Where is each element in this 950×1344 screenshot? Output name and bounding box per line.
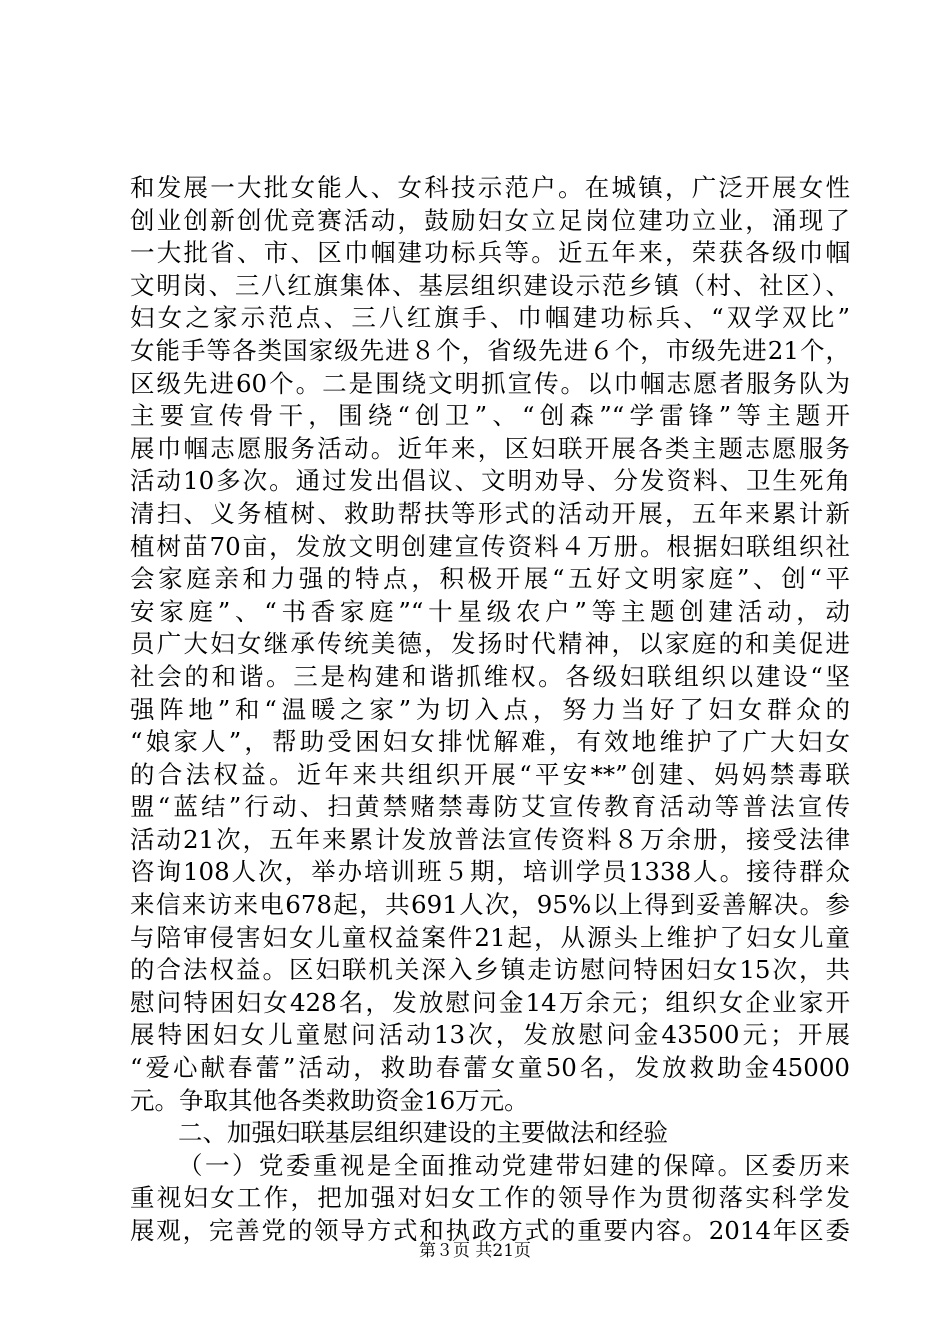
section-heading: 二、加强妇联基层组织建设的主要做法和经验 <box>178 1118 668 1148</box>
text-line: 植树苗70亩，发放文明创建宣传资料４万册。根据妇联组织社 <box>130 531 850 561</box>
text-line: 与陪审侵害妇女儿童权益案件21起，从源头上维护了妇女儿童 <box>130 922 850 952</box>
text-line: 和发展一大批女能人、女科技示范户。在城镇，广泛开展女性 <box>130 173 850 202</box>
text-line: 女能手等各类国家级先进８个，省级先进６个，市级先进21个， <box>130 335 850 365</box>
text-line: 安家庭”、“书香家庭”“十星级农户”等主题创建活动，动 <box>130 596 850 626</box>
text-line: 重视妇女工作，把加强对妇女工作的领导作为贯彻落实科学发 <box>130 1183 850 1213</box>
body-text <box>130 172 850 1248</box>
text-line: 展观，完善党的领导方式和执政方式的重要内容。2014年区委 <box>130 1216 850 1245</box>
text-line: “娘家人”，帮助受困妇女排忧解难，有效地维护了广大妇女 <box>130 727 850 757</box>
text-line: 会家庭亲和力强的特点，积极开展“五好文明家庭”、创“平 <box>130 564 850 594</box>
text-line: 的合法权益。区妇联机关深入乡镇走访慰问特困妇女15次，共 <box>130 955 850 985</box>
text-line: 展巾帼志愿服务活动。近年来，区妇联开展各类主题志愿服务 <box>130 433 850 463</box>
text-line: “爱心献春蕾”活动，救助春蕾女童50名，发放救助金45000 <box>130 1053 850 1083</box>
text-line: 盟“蓝结”行动、扫黄禁赌禁毒防艾宣传教育活动等普法宣传 <box>130 792 850 822</box>
text-line: 员广大妇女继承传统美德，发扬时代精神，以家庭的和美促进 <box>130 629 850 659</box>
text-line: 文明岗、三八红旗集体、基层组织建设示范乡镇（村、社区）、 <box>130 270 850 300</box>
text-line: 展特困妇女儿童慰问活动13次，发放慰问金43500元；开展 <box>130 1020 850 1050</box>
text-line: 活动10多次。通过发出倡议、文明劝导、分发资料、卫生死角 <box>130 466 850 496</box>
text-line: 妇女之家示范点、三八红旗手、巾帼建功标兵、“双学双比” <box>130 303 850 333</box>
text-line: 社会的和谐。三是构建和谐抓维权。各级妇联组织以建设“坚 <box>130 661 850 691</box>
text-line: 咨询108人次，举办培训班５期，培训学员1338人。接待群众 <box>130 857 850 887</box>
text-line: 强阵地”和“温暖之家”为切入点，努力当好了妇女群众的 <box>130 694 850 724</box>
text-line: 一大批省、市、区巾帼建功标兵等。近五年来，荣获各级巾帼 <box>130 238 850 268</box>
text-line: 来信来访来电678起，共691人次，95%以上得到妥善解决。参 <box>130 890 850 920</box>
text-line: 活动21次，五年来累计发放普法宣传资料８万余册，接受法律 <box>130 824 850 854</box>
subsection-lead-line: （一）党委重视是全面推动党建带妇建的保障。区委历来 <box>178 1150 850 1180</box>
text-line: 的合法权益。近年来共组织开展“平安**”创建、妈妈禁毒联 <box>130 759 850 789</box>
text-line: 清扫、义务植树、救助帮扶等形式的活动开展，五年来累计新 <box>130 498 850 528</box>
page-footer: 第３页 共21页 <box>418 1241 532 1261</box>
text-line: 创业创新创优竞赛活动，鼓励妇女立足岗位建功立业，涌现了 <box>130 205 850 235</box>
text-line: 慰问特困妇女428名，发放慰问金14万余元；组织女企业家开 <box>130 987 850 1017</box>
text-line: 主要宣传骨干，围绕“创卫”、“创森”“学雷锋”等主题开 <box>130 401 850 431</box>
paragraph-end-line: 元。争取其他各类救助资金16万元。 <box>130 1085 529 1115</box>
text-line: 区级先进60个。二是围绕文明抓宣传。以巾帼志愿者服务队为 <box>130 368 850 398</box>
